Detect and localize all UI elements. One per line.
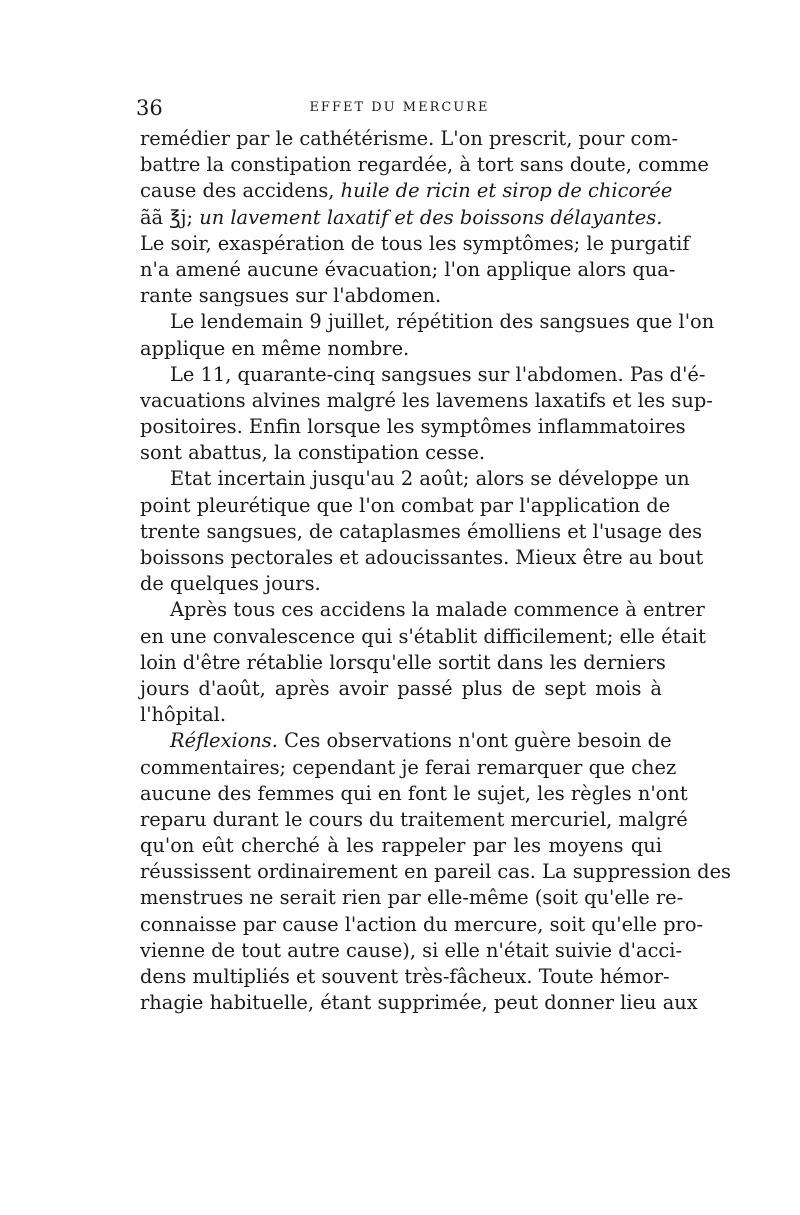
text-line	[140, 885, 684, 911]
text-line	[140, 519, 703, 545]
text-segment: réussissent ordinairement en pareil cas. La suppression des	[140, 860, 732, 884]
text-line	[140, 231, 690, 257]
text-line	[140, 178, 673, 204]
text-line	[140, 650, 666, 676]
text-segment: de quelques jours.	[140, 572, 321, 596]
text-line	[140, 493, 671, 519]
text-line	[140, 571, 662, 597]
text-segment: vienne de tout autre cause), si elle n'était suivie d'acci-	[140, 938, 683, 962]
text-line	[140, 938, 683, 964]
text-line	[140, 964, 670, 990]
text-line	[140, 545, 704, 571]
text-line	[140, 388, 713, 414]
text-segment: reparu durant le cours du traitement mercuriel, malgré	[140, 807, 688, 831]
text-segment: rante sangsues sur l'abdomen.	[140, 284, 442, 308]
text-line	[140, 414, 686, 440]
text-segment: loin d'être rétablie lorsqu'elle sortit dans les derniers	[140, 650, 666, 674]
text-segment: en une convalescence qui s'établit difficilement; elle était	[140, 624, 706, 648]
text-line	[140, 440, 662, 466]
text-line	[140, 990, 698, 1016]
italic-text: Réflexions.	[170, 729, 278, 753]
text-line	[140, 466, 690, 492]
text-segment: boissons pectorales et adoucissantes. Mieux être au bout	[140, 546, 704, 569]
text-line	[140, 912, 704, 938]
text-line	[140, 755, 677, 781]
text-line	[140, 859, 732, 885]
text-line	[140, 309, 715, 335]
text-segment: menstrues ne serait rien par elle-même (soit qu'elle re-	[140, 886, 684, 910]
text-segment: cause des accidens,	[140, 179, 341, 203]
text-line	[140, 205, 662, 231]
italic-text: huile de ricin et sirop de chicorée	[340, 179, 673, 203]
text-line	[140, 624, 706, 650]
text-segment: ãã ℥j;	[140, 205, 200, 229]
text-line	[140, 676, 662, 702]
text-line	[140, 781, 688, 807]
italic-text: un lavement laxatif et des boissons délayantes.	[199, 205, 663, 229]
text-segment: qu'on eût cherché à les rappeler par les moyens qui	[140, 834, 662, 858]
text-segment: connaisse par cause l'action du mercure, soit qu'elle pro-	[140, 912, 704, 936]
text-segment: commentaires; cependant je ferai remarquer que chez	[140, 755, 677, 779]
text-segment: point pleurétique que l'on combat par l'application de	[140, 493, 671, 517]
text-segment: vacuations alvines malgré les lavemens laxatifs et les sup-	[140, 388, 713, 412]
text-segment: jours d'août, après avoir passé plus de sept mois à	[140, 676, 662, 700]
text-line	[140, 257, 676, 283]
text-segment: Ces observations n'ont guère besoin de	[277, 729, 672, 753]
text-line	[140, 152, 709, 178]
text-segment: applique en même nombre.	[140, 336, 410, 360]
text-line	[140, 597, 705, 623]
text-segment: n'a amené aucune évacuation; l'on applique alors qua-	[140, 257, 676, 281]
body-text	[140, 126, 732, 1016]
text-segment: Le 11, quarante-cinq sangsues sur l'abdomen. Pas d'é-	[170, 362, 706, 386]
text-line	[140, 833, 662, 859]
text-line	[140, 807, 688, 833]
text-segment: Etat incertain jusqu'au 2 août; alors se développe un	[170, 467, 690, 491]
text-segment: trente sangsues, de cataplasmes émolliens et l'usage des	[140, 519, 703, 543]
text-segment: l'hôpital.	[140, 703, 227, 727]
text-line	[140, 362, 706, 388]
text-line	[140, 283, 662, 309]
text-line	[140, 728, 672, 754]
text-line	[140, 126, 679, 152]
text-segment: remédier par le cathétérisme. L'on prescrit, pour com-	[140, 127, 679, 150]
text-segment: Le lendemain 9 juillet, répétition des sangsues que l'on	[170, 310, 715, 334]
page-number: 36	[136, 96, 163, 120]
text-segment: positoires. Enfin lorsque les symptômes inflammatoires	[140, 415, 686, 439]
text-segment: dens multipliés et souvent très-fâcheux. Toute hémor-	[140, 965, 670, 988]
running-title: EFFET DU MERCURE	[309, 100, 490, 115]
text-segment: Le soir, exaspération de tous les symptômes; le purgatif	[140, 231, 690, 255]
text-segment: aucune des femmes qui en font le sujet, les règles n'ont	[140, 781, 688, 805]
text-segment: battre la constipation regardée, à tort sans doute, comme	[140, 153, 709, 177]
text-segment: rhagie habituelle, étant supprimée, peut donner lieu aux	[140, 991, 698, 1015]
text-segment: sont abattus, la constipation cesse.	[140, 441, 486, 465]
text-line	[140, 702, 662, 728]
text-line	[140, 336, 662, 362]
page-header	[136, 96, 663, 120]
text-segment: Après tous ces accidens la malade commence à entrer	[170, 598, 705, 622]
